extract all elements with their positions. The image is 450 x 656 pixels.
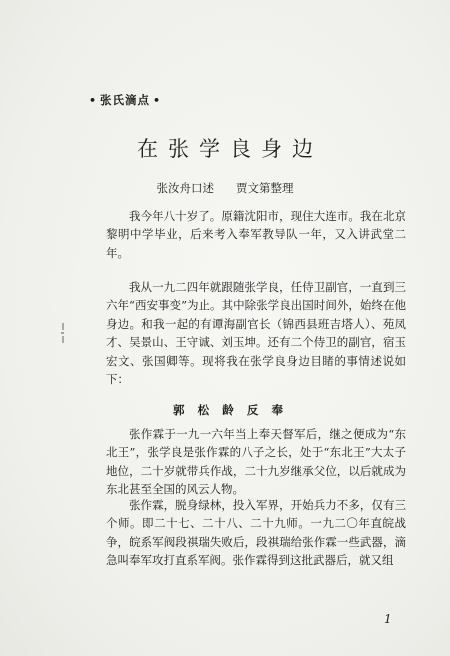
paragraph (106, 496, 406, 570)
paragraph (106, 207, 406, 262)
section-heading-char: 奉 (271, 403, 283, 417)
paragraph (106, 278, 406, 388)
page-number: 1 (384, 612, 392, 626)
column-tag-label: 张氏滴点 (100, 93, 151, 107)
margin-mark (58, 322, 68, 344)
paragraph-text: 我今年八十岁了。原籍沈阳市，现住大连市。我在北京黎明中学毕业，后来考入奉军教导队一年，又入讲武堂二年。 (106, 209, 406, 260)
bullet-icon: • (89, 94, 98, 107)
narrator-credit: 张汝舟口述 (156, 181, 214, 195)
section-heading (173, 402, 283, 418)
section-heading-char: 郭 (173, 403, 185, 417)
recorder-credit: 贾文第整理 (236, 181, 294, 195)
byline (0, 180, 450, 196)
section-heading-char: 龄 (222, 403, 234, 417)
article-title: 在张学良身边 (137, 137, 323, 161)
paragraph-text: 张作霖，脱身绿林，投入军界，开始兵力不多，仅有三个师。即二十七、二十八、二十九师。一九二〇年直皖战争，皖系军阀段祺瑞失败后，段祺瑞给张作霖一些武器，滴急叫奉军攻打直系军阀。张作霖得到这批武器后，就又组 (106, 498, 406, 568)
bullet-icon: • (153, 94, 162, 107)
section-heading-char: 松 (197, 403, 210, 417)
section-heading-char: 反 (246, 403, 259, 417)
paragraph-text: 我从一九二四年就跟随张学良，任侍卫副官，一直到三六年“西安事变”为止。其中除张学良出国时间外，始终在他身边。和我一起的有谭海副官长（锦西县班吉塔人）、苑凤才、吴景山、王守诚、刘玉坤。还有二个侍卫的副官，宿玉宏文、张国卿等。现将我在张学良身边目睹的事情述说如下： (106, 280, 406, 387)
paragraph-text: 张作霖于一九一六年当上奉天督军后，继之便成为“东北王”，张学良是张作霖的八子之长，处于“东北王”大太子地位，二十岁就带兵作战，二十九岁继承父位，以后就成为东北甚至全国的风云人物。 (106, 427, 406, 497)
paragraph (106, 425, 406, 499)
column-tag (86, 92, 164, 108)
